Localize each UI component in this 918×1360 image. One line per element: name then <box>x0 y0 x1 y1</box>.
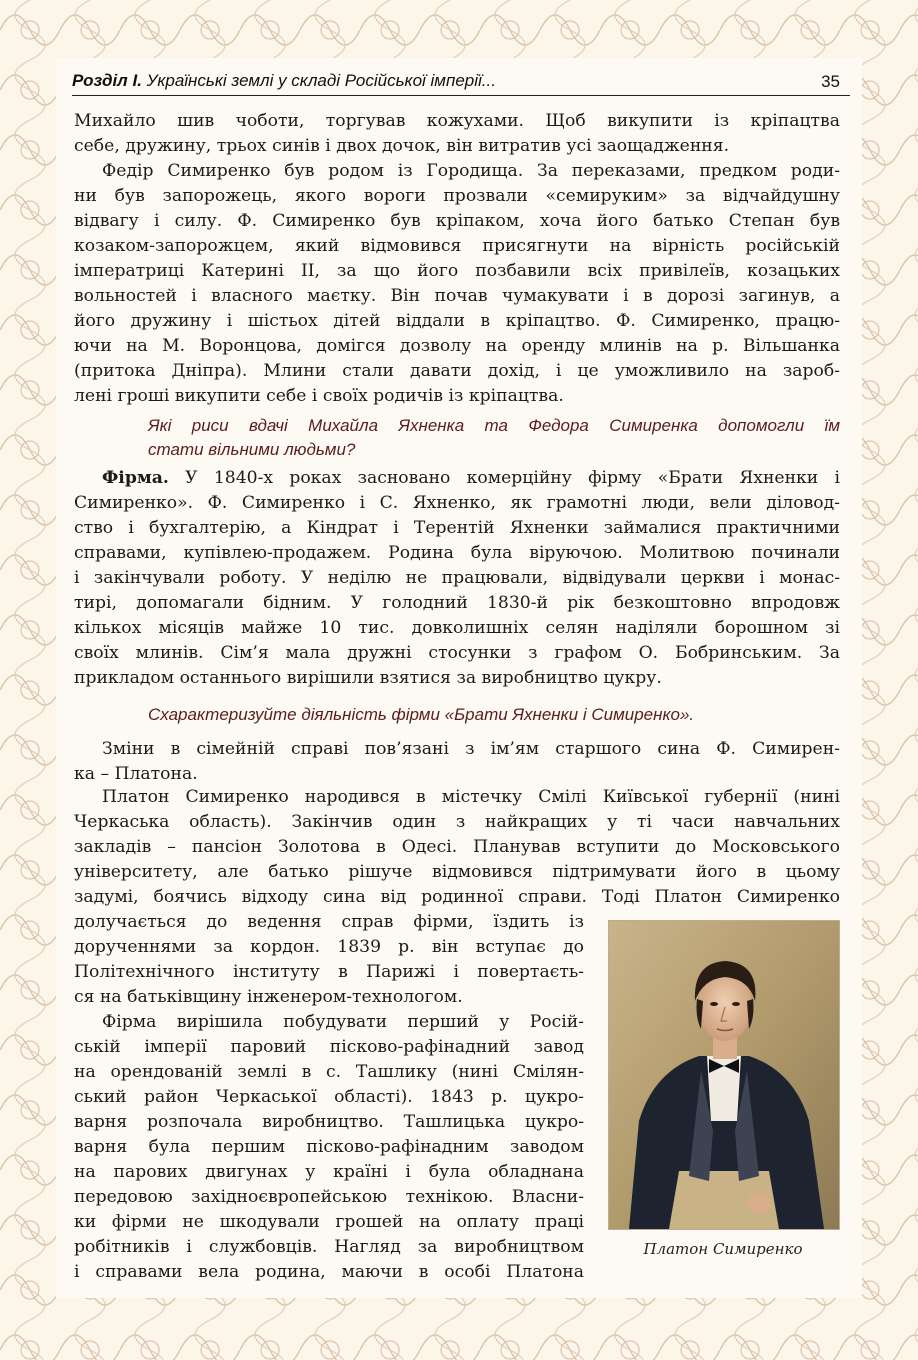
page-number: 35 <box>821 72 840 91</box>
paragraph-firma <box>74 466 840 691</box>
paragraph-3 <box>74 737 840 787</box>
text-line: прикладом останнього вирішили взятися за виробництво цукру. <box>74 668 662 688</box>
text-line: долучається до ведення справ фірми, їздить із <box>74 912 584 932</box>
text-line: ючи на М. Воронцова, домігся дозволу на оренду млинів на р. Вільшанка <box>74 336 840 356</box>
text-line: ся на батьківщину інженером-технологом. <box>74 987 463 1007</box>
text-line: Зміни в сімейній справі пов’язані з ім’ям старшого сина Ф. Симирен- <box>102 739 840 759</box>
question-1 <box>148 414 840 462</box>
text-line: лені гроші викупити себе і своїх родичів із кріпацтва. <box>74 386 564 406</box>
text-line: ки фірми не шкодували грошей на оплату праці <box>74 1212 584 1232</box>
text-line: передовою західноєвропейською технікою. Власни- <box>74 1187 584 1207</box>
running-header <box>72 67 850 96</box>
text-line: Федір Симиренко був родом із Городища. За переказами, предком роди- <box>102 161 840 181</box>
text-line: його дружину і шістьох дітей віддали в кріпацтво. Ф. Симиренко, працю- <box>74 311 840 331</box>
text-line: Симиренко». Ф. Симиренко і С. Яхненко, як грамотні люди, вели діловод- <box>74 493 840 513</box>
text-line: дорученнями за кордон. 1839 р. він вступає до <box>74 937 584 957</box>
text-line: варня була першим пісково-рафінадним заводом <box>74 1137 584 1157</box>
header-title: Розділ I. Українські землі у складі Російської імперії... <box>72 71 496 90</box>
text-line: ство і бухгалтерію, а Кіндрат і Терентій Яхненки займалися практичними <box>74 518 840 538</box>
text-line: і закінчували роботу. У неділю не працювали, відвідували церкви і монас- <box>74 568 840 588</box>
text-line: тирі, допомагали бідним. У голодний 1830-й рік безкоштовно впродовж <box>74 593 840 613</box>
text-line: варня розпочала виробництво. Ташлицька цукро- <box>74 1112 584 1132</box>
paragraph-4-continued <box>74 910 584 1010</box>
text-line: Фірма. У 1840-х роках засновано комерційну фірму «Брати Яхненки і <box>102 468 840 488</box>
question-2 <box>148 703 848 727</box>
text-line: себе, дружину, трьох синів і двох дочок, він витратив усі заощадження. <box>74 136 730 156</box>
portrait-caption: Платон Симиренко <box>643 1240 803 1258</box>
text-line: університету, але батько рішуче відмовився підтримувати його в цьому <box>74 862 840 882</box>
text-line: Черкаська область). Закінчив один з найкращих у ті часи навчальних <box>74 812 840 832</box>
text-line: стати вільними людьми? <box>148 440 356 459</box>
text-line: на парових двигунах у країні і була обладнана <box>74 1162 584 1182</box>
text-line: на орендованій землі в с. Ташлику (нині Смілян- <box>74 1062 584 1082</box>
text-line: ни був запорожець, якого вороги прозвали «семируким» за відчайдушну <box>74 186 840 206</box>
text-line: ський район Черкаської області). 1843 р. цукро- <box>74 1087 584 1107</box>
text-line: справами, купівлею-продажем. Родина була віруючою. Молитвою починали <box>74 543 840 563</box>
text-line: ській імперії паровий пісково-рафінадний завод <box>74 1037 584 1057</box>
paragraph-5 <box>74 1010 584 1285</box>
text-line: Які риси вдачі Михайла Яхненка та Федора Симиренка допомогли їм <box>148 416 840 435</box>
text-line: ка – Платона. <box>74 764 198 784</box>
text-line: Фірма вирішила побудувати перший у Росій- <box>102 1012 584 1032</box>
text-line: вольностей і власного маєтку. Він почав чумакувати і в дорозі загинув, а <box>74 286 840 306</box>
text-line: імператриці Катерині II, за що його позбавили всіх привілеїв, козацьких <box>74 261 840 281</box>
text-line: задумі, боячись відходу сина від родинної справи. Тоді Платон Симиренко <box>74 887 840 907</box>
text-line: і справами вела родина, маючи в особі Платона <box>74 1262 584 1282</box>
paragraph-4 <box>74 785 840 910</box>
paragraph-1 <box>74 109 840 159</box>
firma-lead: Фірма. <box>102 468 169 488</box>
paragraph-2 <box>74 159 840 409</box>
text-line: своїх млинів. Сім’я мала дружні стосунки з графом О. Бобринським. За <box>74 643 840 663</box>
text-line: (притока Дніпра). Млини стали давати дохід, і це уможливило на зароб- <box>74 361 840 381</box>
text-line: відвагу і силу. Ф. Симиренко був кріпаком, хоча його батько Степан був <box>74 211 840 231</box>
text-line: робітників і службовців. Нагляд за виробництвом <box>74 1237 584 1257</box>
text-line: закладів – пансіон Золотова в Одесі. Планував вступити до Московського <box>74 837 840 857</box>
text-line: Схарактеризуйте діяльність фірми «Брати Яхненки і Симиренко». <box>148 705 695 724</box>
text-line: козаком-запорожцем, який відмовився присягнути на вірність російській <box>74 236 840 256</box>
portrait-image <box>608 920 840 1230</box>
text-line: Платон Симиренко народився в містечку Смілі Київської губернії (нині <box>102 787 840 807</box>
text-line: кількох місяців майже 10 тис. довколишніх селян наділяли борошном зі <box>74 618 840 638</box>
text-line: Політехнічного інституту в Парижі і повертаєть- <box>74 962 584 982</box>
text-line: Михайло шив чоботи, торгував кожухами. Щоб викупити із кріпацтва <box>74 111 840 131</box>
